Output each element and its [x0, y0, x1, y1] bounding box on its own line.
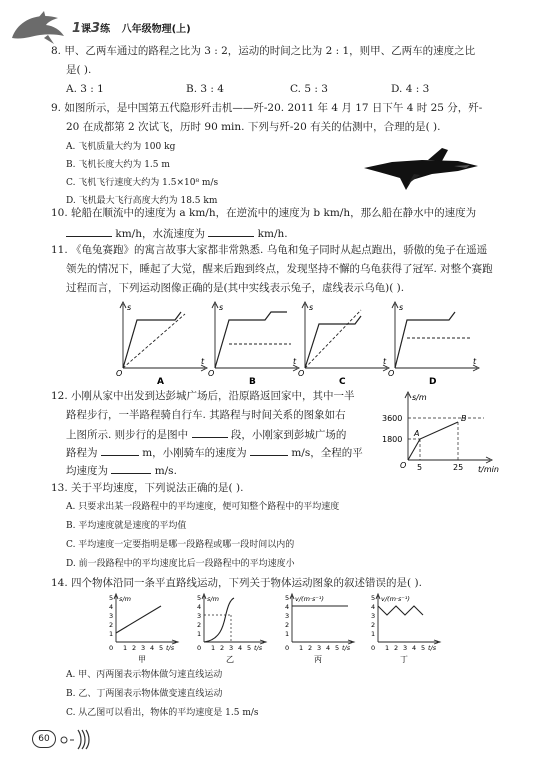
- page-footer: [30, 728, 100, 750]
- q14-g2-xtick: 2: [220, 644, 225, 652]
- q12-line2: 路程步行，一半路程骑自行车. 其路程与时间关系的图象如右: [66, 409, 346, 421]
- q14-g1-ytick: 4: [109, 603, 114, 611]
- header-practice-num: 3: [91, 21, 101, 36]
- q14-g3-ytick: 1: [285, 630, 290, 638]
- header-subject: 八年级物理(上): [121, 24, 191, 35]
- page-number: 60: [38, 734, 50, 744]
- q14-g4-xtick: 3: [403, 644, 408, 652]
- q14-g1-ylabel: s/m: [119, 595, 131, 603]
- q14-g3-xtick: 1: [299, 644, 304, 652]
- q14-g2-origin: 0: [197, 644, 202, 652]
- q14-g2-ytick: 5: [197, 594, 202, 602]
- q14-g4-origin: 0: [371, 644, 376, 652]
- q14-g1-xtick: 4: [150, 644, 155, 652]
- q14-g4-zigzag: [378, 606, 423, 615]
- q14-g4-ylabel: v/(m·s⁻¹): [381, 595, 410, 603]
- q14-g2-xtick: 3: [229, 644, 234, 652]
- dolphin-logo: [8, 8, 70, 48]
- q14-stem: 14. 四个物体沿同一条平直路线运动，下列关于物体运动图象的叙述错误的是( ).: [51, 577, 422, 589]
- q8-option-a: A. 3 : 1: [66, 83, 104, 95]
- q14-g4-xtick: 4: [412, 644, 417, 652]
- q11-graph-b-origin: O: [208, 369, 215, 378]
- header-lesson-num: 1: [72, 21, 82, 36]
- q10-end-text: km/h.: [257, 228, 288, 240]
- q14-g3-ytick: 2: [285, 621, 290, 629]
- q14-g4-ytick: 2: [371, 621, 376, 629]
- q14-g2-curve: [204, 598, 234, 642]
- q11-graph-c-xlabel: t: [383, 357, 387, 366]
- q14-graph-4: [371, 594, 440, 664]
- q14-g3-ytick: 3: [285, 612, 290, 620]
- q9-option-a: A. 飞机质量大约为 100 kg: [66, 142, 176, 152]
- q11-graph-c-ylabel: s: [309, 303, 314, 312]
- q13-option-a: A. 只要求出某一段路程中的平均速度，便可知整个路程中的平均速度: [66, 502, 340, 512]
- q11-line2: 领先的情况下，睡起了大觉，醒来后跑到终点，发现坚持不懈的乌龟获得了冠军. 对整个赛跑: [66, 263, 493, 275]
- q12-line3-text: 上图所示. 则步行的是图中: [66, 429, 189, 441]
- q14-g1-caption: 甲: [138, 655, 146, 664]
- q14-g2-ytick: 3: [197, 612, 202, 620]
- header-lesson-word: 课: [81, 24, 92, 35]
- q14-g2-ylabel: s/m: [207, 595, 219, 603]
- page-header: [8, 8, 268, 48]
- q11-graph-a-origin: O: [116, 369, 123, 378]
- q12-graph: [378, 388, 508, 474]
- q11-graphs: [115, 298, 480, 388]
- q14-g3-xtick: 3: [317, 644, 322, 652]
- q14-g3-caption: 丙: [314, 655, 322, 664]
- q14-g2-xlabel: t/s: [254, 644, 263, 652]
- q14-g1-xtick: 5: [159, 644, 164, 652]
- q12-ytick-1800: 1800: [382, 435, 403, 444]
- q14-g1-xlabel: t/s: [166, 644, 175, 652]
- q11-graph-c-label: C: [339, 377, 346, 387]
- q14-g4-ytick: 3: [371, 612, 376, 620]
- q14-g4-xtick: 5: [421, 644, 426, 652]
- q14-g1-ytick: 2: [109, 621, 114, 629]
- q12-line5: [66, 462, 177, 478]
- q14-option-a: A. 甲、丙两图表示物体做匀速直线运动: [66, 670, 223, 680]
- q14-g2-ytick: 1: [197, 630, 202, 638]
- q14-g4-xtick: 2: [394, 644, 399, 652]
- q14-graph-3: [285, 594, 354, 664]
- q11-graph-b-xlabel: t: [293, 357, 297, 366]
- q14-g1-xtick: 1: [123, 644, 128, 652]
- q14-g3-ytick: 5: [285, 594, 290, 602]
- q13-option-d: D. 前一段路程中的平均速度比后一段路程中的平均速度小: [66, 559, 295, 569]
- q12-line3b-text: 段，小刚家到彭城广场的: [230, 429, 347, 441]
- q13-option-c: C. 平均速度一定要指明是哪一段路程或哪一段时间以内的: [66, 540, 295, 550]
- q11-graph-d-origin: O: [388, 369, 395, 378]
- q14-g2-xtick: 5: [247, 644, 252, 652]
- q14-g2-xtick: 1: [211, 644, 216, 652]
- q12-line4c-text: m/s，全程的平: [291, 447, 363, 459]
- q14-g1-ytick: 5: [109, 594, 114, 602]
- q12-blank-segment[interactable]: [192, 426, 228, 438]
- q12-origin: O: [400, 461, 407, 470]
- q14-g3-origin: 0: [285, 644, 290, 652]
- q12-blank-bike-speed[interactable]: [250, 444, 288, 456]
- q12-line1: 12. 小刚从家中出发到达彭城广场后，沿原路返回家中，其中一半: [51, 390, 355, 402]
- q9-line2: 20 在成都第 2 次试飞，历时 90 min. 下列与歼-20 有关的估测中，合理的是( ).: [66, 121, 441, 133]
- q12-line3: [66, 426, 346, 442]
- q11-graph-d-xlabel: t: [473, 357, 477, 366]
- q14-g2-ytick: 4: [197, 603, 202, 611]
- page-number-badge: [32, 730, 56, 748]
- q8-option-d: D. 4 : 3: [391, 83, 430, 95]
- q10-line1: 10. 轮船在顺流中的速度为 a km/h，在逆流中的速度为 b km/h，那么船在静水中的速度为: [51, 207, 477, 219]
- q11-line1: 11. 《龟兔赛跑》的寓言故事大家都非常熟悉. 乌龟和兔子同时从起点跑出，骄傲的兔子在遥遥: [51, 244, 488, 256]
- q13-option-b: B. 平均速度就是速度的平均值: [66, 521, 187, 531]
- q14-graph-1: [109, 594, 178, 664]
- q14-g4-xlabel: t/s: [428, 644, 437, 652]
- q12-ylabel: s/m: [412, 393, 427, 402]
- q14-g1-ytick: 3: [109, 612, 114, 620]
- q14-option-c: C. 从乙图可以看出，物体的平均速度是 1.5 m/s: [66, 708, 259, 718]
- q14-g4-ytick: 4: [371, 603, 376, 611]
- q14-g3-xtick: 4: [326, 644, 331, 652]
- q12-line4a-text: 路程为: [66, 447, 98, 459]
- q14-g2-xtick: 4: [238, 644, 243, 652]
- q14-g1-ytick: 1: [109, 630, 114, 638]
- q11-line3: 过程而言，下列运动图像正确的是(其中实线表示兔子，虚线表示乌龟)( ).: [66, 282, 405, 294]
- q11-graph-a: [116, 302, 207, 387]
- q11-graph-b: [208, 302, 299, 387]
- q14-g4-ytick: 1: [371, 630, 376, 638]
- q12-ytick-3600: 3600: [382, 414, 403, 423]
- q9-option-d: D. 飞机最大飞行高度大约为 18.5 km: [66, 196, 218, 206]
- q8-option-c: C. 5 : 3: [290, 83, 328, 95]
- q9-line1: 9. 如图所示，是中国第五代隐形歼击机——歼-20. 2011 年 4 月 17 日下午 4 时 25 分，歼-: [51, 102, 483, 114]
- q14-g1-xtick: 3: [141, 644, 146, 652]
- q12-line4: [66, 444, 363, 460]
- q14-g3-xlabel: t/s: [342, 644, 351, 652]
- q11-graph-d-label: D: [429, 377, 437, 387]
- q8-stem: 8. 甲、乙两车通过的路程之比为 3 : 2，运动的时间之比为 2 : 1，则甲、乙两车的速度之比: [51, 45, 476, 57]
- q14-g1-origin: 0: [109, 644, 114, 652]
- q10-line2: [66, 225, 288, 241]
- q14-g3-ytick: 4: [285, 603, 290, 611]
- q14-g4-caption: 丁: [400, 655, 408, 664]
- q8-stem-cont: 是( ).: [66, 64, 92, 76]
- q11-graph-b-ylabel: s: [219, 303, 224, 312]
- q14-g1-xtick: 2: [132, 644, 137, 652]
- q10-mid-text: km/h，水流速度为: [115, 228, 205, 240]
- q12-blank-distance[interactable]: [101, 444, 139, 456]
- q14-graphs: [106, 592, 446, 664]
- q12-xtick-5: 5: [417, 463, 423, 472]
- q10-blank-current[interactable]: [208, 225, 254, 237]
- q14-g2-ytick: 2: [197, 621, 202, 629]
- q12-point-a: A: [414, 429, 420, 438]
- q9-option-c: C. 飞机飞行速度大约为 1.5×10⁸ m/s: [66, 178, 219, 188]
- q14-option-b: B. 乙、丁两图表示物体做变速直线运动: [66, 689, 223, 699]
- q14-g3-xtick: 5: [335, 644, 340, 652]
- q11-graph-d-ylabel: s: [399, 303, 404, 312]
- q12-line4b-text: m，小刚骑车的速度为: [142, 447, 247, 459]
- q14-g4-ytick: 5: [371, 594, 376, 602]
- q11-graph-c-origin: O: [298, 369, 305, 378]
- q12-blank-avg-speed[interactable]: [111, 462, 151, 474]
- q14-g2-caption: 乙: [226, 655, 234, 664]
- q14-g3-ylabel: v/(m·s⁻¹): [295, 595, 324, 603]
- q11-graph-c: [298, 302, 389, 387]
- q11-graph-a-xlabel: t: [201, 357, 205, 366]
- q14-g4-xtick: 1: [385, 644, 390, 652]
- header-practice-word: 练: [100, 24, 111, 35]
- q13-stem: 13. 关于平均速度，下列说法正确的是( ).: [51, 482, 244, 494]
- q9-option-b: B. 飞机长度大约为 1.5 m: [66, 160, 170, 170]
- q8-option-b: B. 3 : 4: [186, 83, 224, 95]
- q14-g3-xtick: 2: [308, 644, 313, 652]
- q14-graph-2: [197, 594, 266, 664]
- q12-xtick-25: 25: [453, 463, 464, 472]
- q11-graph-a-label: A: [157, 377, 164, 387]
- q11-graph-d: [388, 302, 479, 387]
- q11-graph-a-ylabel: s: [127, 303, 132, 312]
- q12-line5b-text: m/s.: [154, 465, 177, 477]
- q12-xlabel: t/min: [478, 465, 499, 474]
- q12-line5a-text: 均速度为: [66, 465, 108, 477]
- stealth-fighter-image: [362, 144, 482, 194]
- q11-graph-b-label: B: [249, 377, 256, 387]
- q10-blank-still-water[interactable]: [66, 225, 112, 237]
- footer-decoration-icon: [58, 728, 98, 750]
- q14-graph-group: [109, 594, 440, 664]
- q12-point-b: B: [461, 414, 467, 423]
- q14-g1-line: [116, 606, 161, 633]
